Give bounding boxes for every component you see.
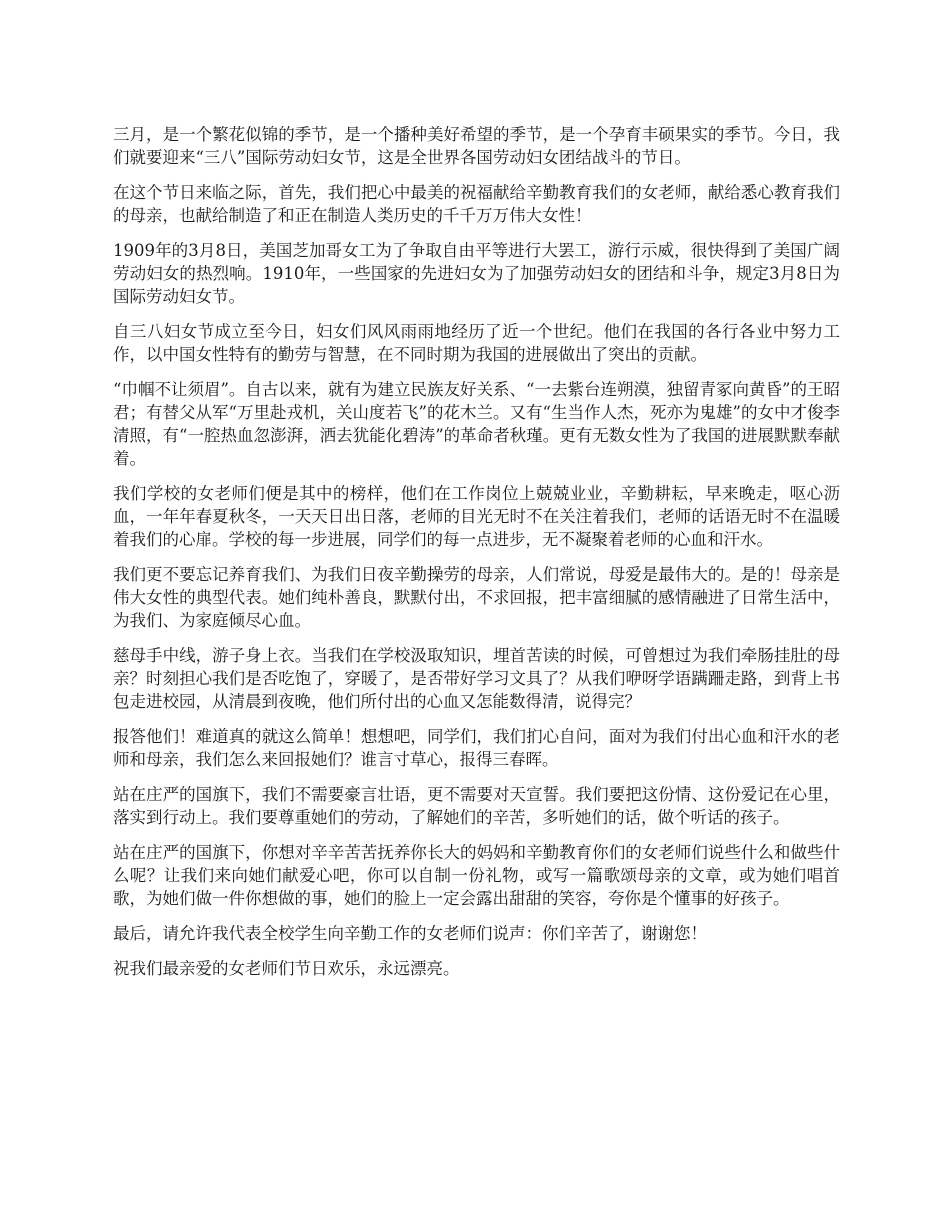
paragraph-9: 报答他们！难道真的就这么简单！想想吧，同学们，我们扪心自问，面对为我们付出心血和汗水的老师和母亲，我们怎么来回报她们？谁言寸草心，报得三春晖。 bbox=[113, 727, 840, 769]
paragraph-10: 站在庄严的国旗下，我们不需要豪言壮语，更不需要对天宣誓。我们要把这份情、这份爱记在心里，落实到行动上。我们要尊重她们的劳动，了解她们的辛苦，多听她们的话，做个听话的孩子。 bbox=[113, 785, 840, 827]
document-body bbox=[113, 123, 840, 992]
paragraph-5: “巾帼不让须眉”。自古以来，就有为建立民族友好关系、“一去紫台连朔漠，独留青冢向黄昏”的王昭君；有替父从军“万里赴戎机，关山度若飞”的花木兰。又有“生当作人杰，死亦为鬼雄”的女中才俊李清照，有“一腔热血忽澎湃，洒去犹能化碧涛”的革命者秋瑾。更有无数女性为了我国的进展默默奉献着。 bbox=[113, 380, 840, 468]
paragraph-1: 三月，是一个繁花似锦的季节，是一个播种美好希望的季节，是一个孕育丰硕果实的季节。今日，我们就要迎来“三八”国际劳动妇女节，这是全世界各国劳动妇女团结战斗的节日。 bbox=[113, 125, 840, 167]
paragraph-3: 1909年的3月8日，美国芝加哥女工为了争取自由平等进行大罢工，游行示威，很快得到了美国广阔劳动妇女的热烈响。1910年，一些国家的先进妇女为了加强劳动妇女的团结和斗争，规定3月8日为国际劳动妇女节。 bbox=[113, 241, 840, 306]
paragraph-4: 自三八妇女节成立至今日，妇女们风风雨雨地经历了近一个世纪。他们在我国的各行各业中努力工作，以中国女性特有的勤劳与智慧，在不同时期为我国的进展做出了突出的贡献。 bbox=[113, 322, 840, 364]
paragraph-6: 我们学校的女老师们便是其中的榜样，他们在工作岗位上兢兢业业，辛勤耕耘，早来晚走，呕心沥血，一年年春夏秋冬，一天天日出日落，老师的目光无时不在关注着我们，老师的话语无时不在温暖着我们的心扉。学校的每一步进展，同学们的每一点进步，无不凝聚着老师的心血和汗水。 bbox=[113, 484, 840, 549]
paragraph-12: 最后，请允许我代表全校学生向辛勤工作的女老师们说声：你们辛苦了，谢谢您！ bbox=[113, 924, 707, 943]
paragraph-8: 慈母手中线，游子身上衣。当我们在学校汲取知识，埋首苦读的时候，可曾想过为我们牵肠挂肚的母亲？时刻担心我们是否吃饱了，穿暖了，是否带好学习文具了？从我们咿呀学语蹒跚走路，到背上书包走进校园，从清晨到夜晚，他们所付出的心血又怎能数得清，说得完？ bbox=[113, 646, 840, 711]
paragraph-2: 在这个节日来临之际，首先，我们把心中最美的祝福献给辛勤教育我们的女老师，献给悉心教育我们的母亲，也献给制造了和正在制造人类历史的千千万万伟大女性！ bbox=[113, 183, 840, 225]
paragraph-11: 站在庄严的国旗下，你想对辛辛苦苦抚养你长大的妈妈和辛勤教育你们的女老师们说些什么和做些什么呢？让我们来向她们献爱心吧，你可以自制一份礼物，或写一篇歌颂母亲的文章，或为她们唱首歌，为她们做一件你想做的事，她们的脸上一定会露出甜甜的笑容，夸你是个懂事的好孩子。 bbox=[113, 843, 840, 908]
paragraph-7: 我们更不要忘记养育我们、为我们日夜辛勤操劳的母亲，人们常说，母爱是最伟大的。是的！母亲是伟大女性的典型代表。她们纯朴善良，默默付出，不求回报，把丰富细腻的感情融进了日常生活中，为我们、为家庭倾尽心血。 bbox=[113, 565, 840, 630]
paragraph-13: 祝我们最亲爱的女老师们节日欢乐，永远漂亮。 bbox=[113, 959, 460, 978]
